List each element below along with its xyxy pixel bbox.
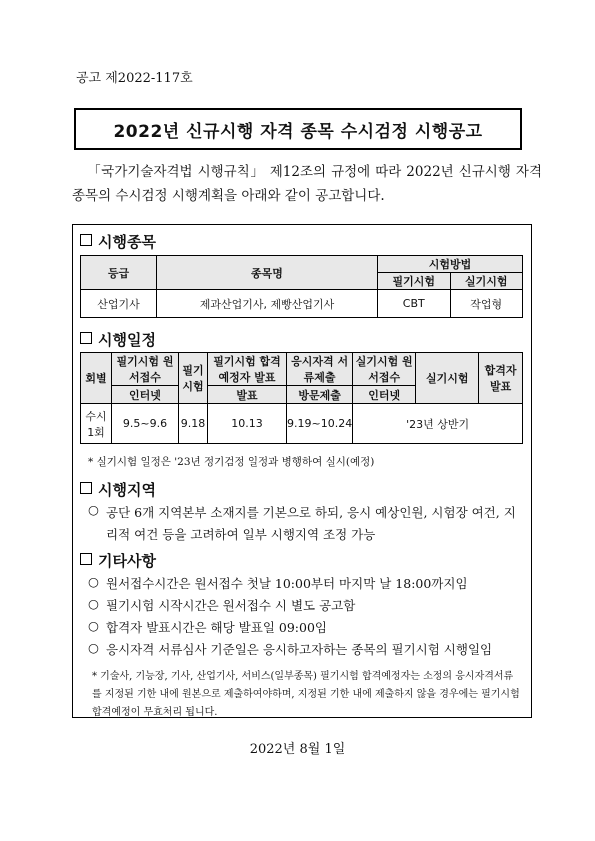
header-written-apply: 필기시험 원서접수 <box>112 353 179 386</box>
circle-bullet-icon: ○ <box>88 640 99 655</box>
cell-written-result: 10.13 <box>208 404 287 444</box>
other-item: 응시자격 서류심사 기준일은 응시하고자하는 종목의 필기시험 시행일임 <box>106 642 493 657</box>
circle-bullet-icon: ○ <box>88 502 99 517</box>
cell-practical: 작업형 <box>450 290 523 318</box>
schedule-table <box>80 352 523 444</box>
header-internet-2: 인터넷 <box>353 386 416 404</box>
circle-bullet-icon: ○ <box>88 618 99 633</box>
circle-bullet-icon: ○ <box>88 596 99 611</box>
cell-grade: 산업기사 <box>81 290 157 318</box>
header-grade: 등급 <box>81 256 157 290</box>
section-region-heading: 시행지역 <box>80 479 156 500</box>
checkbox-square-icon <box>80 234 92 246</box>
cell-item-name: 제과산업기사, 제빵산업기사 <box>157 290 378 318</box>
header-final-result: 합격자 발표 <box>479 353 523 404</box>
header-result-sub: 발표 <box>208 386 287 404</box>
header-practical-apply: 실기시험 원서접수 <box>353 353 416 386</box>
circle-bullet-icon: ○ <box>88 574 99 589</box>
header-visit: 방문제출 <box>287 386 353 404</box>
header-practical-exam: 실기시험 <box>416 353 479 404</box>
header-practical: 실기시험 <box>450 273 523 290</box>
header-item-name: 종목명 <box>157 256 378 290</box>
other-item: 원서접수시간은 원서접수 첫날 10:00부터 마지막 날 18:00까지임 <box>106 576 468 591</box>
header-written: 필기시험 <box>378 273 451 290</box>
cell-round: 수시 1회 <box>81 404 112 444</box>
section-schedule-heading: 시행일정 <box>80 329 156 350</box>
checkbox-square-icon <box>80 332 92 344</box>
checkbox-square-icon <box>80 482 92 494</box>
items-table <box>80 255 523 318</box>
cell-practical-period: '23년 상반기 <box>353 404 523 444</box>
cell-written: CBT <box>378 290 451 318</box>
notice-date: 2022년 8월 1일 <box>249 742 346 757</box>
header-exam-method: 시험방법 <box>378 256 523 273</box>
header-internet: 인터넷 <box>112 386 179 404</box>
cell-written-exam: 9.18 <box>179 404 208 444</box>
page-title: 2022년 신규시행 자격 종목 수시검정 시행공고 <box>74 108 522 150</box>
intro-paragraph: 「국가기술자격법 시행규칙」 제12조의 규정에 따라 2022년 신규시행 자격 종목의 수시검정 시행계획을 아래와 같이 공고합니다. <box>72 164 542 204</box>
cell-written-apply: 9.5~9.6 <box>112 404 179 444</box>
region-text: 공단 6개 지역본부 소재지를 기본으로 하되, 응시 예상인원, 시험장 여건, 지리적 여건 등을 고려하여 일부 시행지역 조정 가능 <box>106 505 516 542</box>
header-doc-submit: 응시자격 서류제출 <box>287 353 353 386</box>
header-written-exam: 필기시험 <box>179 353 208 404</box>
other-item: 필기시험 시작시간은 원서접수 시 별도 공고함 <box>106 598 356 613</box>
schedule-note: * 실기시험 일정은 '23년 정기검정 일정과 병행하여 실시(예정) <box>88 456 375 468</box>
other-item: 합격자 발표시간은 해당 발표일 09:00임 <box>106 620 327 635</box>
cell-doc-submit: 9.19~10.24 <box>287 404 353 444</box>
header-written-result: 필기시험 합격예정자 발표 <box>208 353 287 386</box>
section-items-heading: 시행종목 <box>80 231 156 252</box>
other-note: * 기술사, 기능장, 기사, 산업기사, 서비스(일부종목) 필기시험 합격예정자는 소정의 응시자격서류를 지정된 기한 내에 원본으로 제출하여야하며, 지정된 기한 내에 제출하지 않을 경우에는 필기시험 합격예정이 무효처리 됩니다. <box>92 671 520 718</box>
notice-number: 공고 제2022-117호 <box>76 71 193 86</box>
header-round: 회별 <box>81 353 112 404</box>
section-other-heading: 기타사항 <box>80 550 156 571</box>
checkbox-square-icon <box>80 553 92 565</box>
